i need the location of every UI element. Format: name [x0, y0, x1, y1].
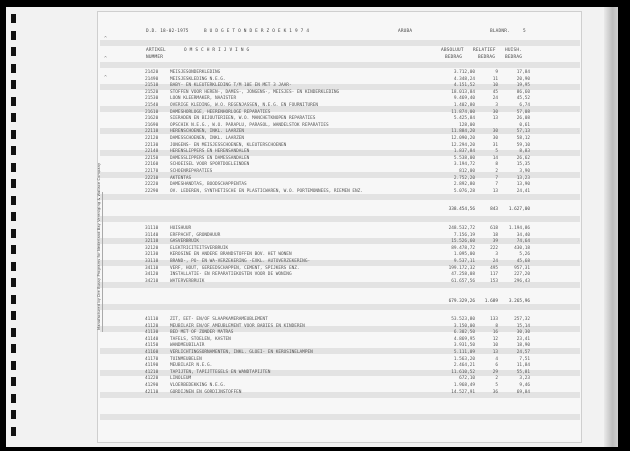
relative-amount: 13	[492, 350, 498, 355]
punch-hole	[11, 113, 16, 122]
description: ERFPACHT, GRONDHUUR	[170, 232, 221, 238]
relative-amount: 618	[490, 226, 498, 231]
article-number: 32130	[145, 252, 159, 258]
relative-amount: 30	[492, 109, 498, 115]
punch-hole	[11, 278, 16, 287]
col-household-header: HUISH.	[505, 48, 523, 53]
absolute-amount: 61.657,56	[451, 278, 475, 284]
paper-stripe	[100, 414, 580, 420]
section-total-row	[145, 299, 530, 305]
description: WANDMEUBILAIR	[170, 343, 205, 349]
punch-hole	[11, 64, 16, 73]
absolute-amount: 6.302,50	[453, 330, 475, 336]
article-number: 41220	[145, 376, 159, 382]
household-amount: 26,62	[516, 155, 530, 161]
household-amount: 86,60	[516, 89, 530, 95]
description: LOON KLEERMAKER, NAAISTER	[170, 96, 237, 102]
article-number: 22120	[145, 136, 159, 141]
household-amount: 23,41	[516, 336, 530, 342]
description: BABY- EN KLEUTERKLEDING T/M 10E EN MET 3 JAAR-	[170, 83, 292, 89]
table-row	[145, 169, 530, 175]
table-row	[145, 343, 530, 349]
table-row	[145, 143, 530, 149]
relative-amount: 14	[492, 155, 498, 161]
absolute-amount: 5.076,28	[453, 188, 475, 194]
punch-hole	[11, 427, 16, 436]
absolute-amount: 128,00	[459, 122, 475, 128]
article-number: 34110	[145, 265, 159, 271]
absolute-amount: 4.151,52	[453, 83, 475, 89]
article-number: 41170	[145, 356, 159, 362]
description: OVERIGE KLEDING, W.O. REGENJASSEN, N.E.G. EN FOURNITUREN	[170, 103, 319, 108]
absolute-amount: 1.095,00	[453, 252, 475, 258]
household-amount: 34,40	[516, 232, 530, 238]
punch-hole	[11, 179, 16, 188]
description: KEROSINE EN ANDERE BRANDSTOFFEN BOV. HET WONEN	[170, 252, 292, 258]
article-number: 22110	[145, 129, 159, 135]
punch-hole	[11, 262, 16, 271]
punch-hole	[11, 212, 16, 221]
table-row	[145, 176, 530, 182]
article-number: 21690	[145, 122, 159, 128]
table-row	[145, 149, 530, 155]
article-number: 33110	[145, 259, 159, 264]
absolute-amount: 1.837,84	[453, 149, 475, 155]
household-amount: 13,90	[516, 182, 530, 188]
margin-mark: ^	[104, 36, 108, 42]
article-number: 22220	[145, 182, 159, 188]
description: TAFELS, STOELEN, KASTEN	[170, 336, 231, 342]
relative-amount: 36	[492, 389, 498, 395]
table-row	[145, 90, 530, 96]
description: AKTENTAS	[170, 175, 192, 181]
article-number: 34120	[145, 272, 159, 278]
absolute-amount: 2.752,20	[453, 175, 475, 181]
household-amount: 57,13	[516, 129, 530, 135]
article-number: 21420	[145, 70, 159, 75]
household-amount: 18,90	[516, 343, 530, 349]
description: SIERADEN EN BIJOUTERIEEN, W.O. MANCHETKNOPEN REPARATIES	[170, 116, 316, 122]
relative-amount: 5	[495, 149, 498, 155]
absolute-amount: 12.090,20	[451, 136, 475, 141]
household-amount: 9,46	[519, 383, 530, 388]
article-number: 32120	[145, 245, 159, 251]
relative-amount: 11	[492, 76, 498, 82]
article-number: 21490	[145, 76, 159, 82]
household-amount: 74,64	[516, 239, 530, 245]
relative-amount: 8	[495, 323, 498, 329]
article-number: 22290	[145, 188, 159, 194]
relative-amount: 3	[495, 103, 498, 108]
article-number: 21530	[145, 96, 159, 102]
description: TAPIJTEN, TAPIJTTEGELS EN WANDTAPIJTEN	[170, 369, 271, 375]
article-number: 41210	[145, 369, 159, 375]
description: MEUBILAIR N.E.G.	[170, 363, 213, 369]
table-row	[145, 266, 530, 272]
punch-hole	[11, 80, 16, 89]
paper-stripe	[100, 194, 580, 200]
total-household: 3.265,96	[508, 299, 530, 304]
table-row	[145, 259, 530, 265]
description: BRAND-, PO- EN WA-VERZEKERING -EXKL. AUTOVERZEKERING-	[170, 259, 311, 264]
table-row	[145, 110, 530, 116]
household-amount: 0,61	[519, 122, 530, 128]
household-amount: 3,90	[519, 169, 530, 174]
article-number: 41160	[145, 350, 159, 355]
absolute-amount: 3.150,00	[453, 323, 475, 329]
household-amount: 20,90	[516, 76, 530, 82]
article-number: 21620	[145, 116, 159, 122]
table-row	[145, 246, 530, 252]
description: VERF, HOUT, GEREEDSCHAPPEN, CEMENT, SPIJKERS ENZ.	[170, 265, 300, 271]
relative-amount: 30	[492, 136, 498, 141]
table-row	[145, 136, 530, 142]
absolute-amount: 812,00	[459, 169, 475, 174]
article-number: 41190	[145, 363, 159, 369]
article-number: 31140	[145, 232, 159, 238]
article-number: 42110	[145, 389, 159, 395]
relative-amount: 6	[495, 363, 498, 369]
article-number: 21540	[145, 103, 159, 108]
absolute-amount: 248.532,72	[448, 226, 475, 231]
household-amount: 30,30	[516, 330, 530, 336]
description: OPSCHIK N.E.G., W.O. PARAPLU, PARASOL, WANDELSTOK REPARATIES	[170, 122, 329, 128]
relative-amount: 5	[495, 383, 498, 388]
household-amount: 5,26	[519, 252, 530, 258]
description: VLOERBEDEKKING N.E.G.	[170, 383, 226, 388]
relative-amount: 2	[495, 376, 498, 382]
relative-amount: 39	[492, 239, 498, 245]
absolute-amount: 3.712,00	[453, 70, 475, 75]
table-row	[145, 272, 530, 278]
household-amount: 257,32	[514, 317, 530, 322]
total-relative: 1.689	[484, 299, 498, 304]
table-row	[145, 162, 530, 168]
punch-holes-strip	[11, 14, 17, 444]
relative-amount: 12	[492, 336, 498, 342]
col-household-header-2: BEDRAG	[505, 55, 523, 60]
table-row	[145, 70, 530, 76]
absolute-amount: 4.348,24	[453, 76, 475, 82]
absolute-amount: 11.874,00	[451, 109, 475, 115]
col-absolute-header: ABSOLUUT	[441, 48, 464, 53]
relative-amount: 13	[492, 188, 498, 194]
household-amount: 45,68	[516, 259, 530, 264]
absolute-amount: 1.402,80	[453, 103, 475, 108]
col-relative-header: RELATIEF	[473, 48, 496, 53]
relative-amount: 222	[490, 245, 498, 251]
absolute-amount: 47.258,08	[451, 272, 475, 278]
household-amount: 19,95	[516, 83, 530, 89]
description: WATERVERBRUIK	[170, 278, 205, 284]
household-amount: 24,41	[516, 188, 530, 194]
description: INSTALLATIE- EN REPARATIEKOSTEN VOOR DE WONING	[170, 272, 292, 278]
relative-amount: 495	[490, 265, 498, 271]
article-number: 21510	[145, 83, 159, 89]
relative-amount: 117	[490, 272, 498, 278]
punch-hole	[11, 295, 16, 304]
table-row	[145, 233, 530, 239]
relative-amount: 8	[495, 162, 498, 168]
total-household: 1.627,00	[508, 207, 530, 212]
article-number: 41120	[145, 323, 159, 329]
punch-hole	[11, 410, 16, 419]
household-amount: 430,18	[514, 245, 530, 251]
total-absolute: 338.454,56	[448, 207, 475, 212]
table-row	[145, 96, 530, 102]
margin-mark: ^	[104, 56, 108, 62]
punch-hole	[11, 146, 16, 155]
table-row	[145, 252, 530, 258]
punch-hole	[11, 361, 16, 370]
table-row	[145, 390, 530, 396]
household-amount: 8,83	[519, 149, 530, 155]
punch-hole	[11, 163, 16, 172]
table-row	[145, 116, 530, 122]
table-row	[145, 317, 530, 323]
description: VERLICHTINGSORNAMENTEN, INKL. GLOEI- EN KEROSINELAMPEN	[170, 350, 313, 355]
absolute-amount: 11.610,52	[451, 369, 475, 375]
description: SCHOENREPARATIES	[170, 169, 213, 174]
table-row	[145, 350, 530, 356]
article-number: 22160	[145, 162, 159, 168]
relative-amount: 153	[490, 278, 498, 284]
relative-amount: 7	[495, 182, 498, 188]
description: MEUBILAIR EN/OF AMEUBLEMENT VOOR BABIES EN KINDEREN	[170, 323, 305, 329]
absolute-amount: 5.538,00	[453, 155, 475, 161]
table-row	[145, 156, 530, 162]
relative-amount: 24	[492, 96, 498, 102]
household-amount: 957,31	[514, 265, 530, 271]
description: ZIT, EET- EN/OF SLAAPKAMERAMEUBLEMENT	[170, 317, 268, 322]
absolute-amount: 2.892,80	[453, 182, 475, 188]
punch-hole	[11, 31, 16, 40]
table-row	[145, 363, 530, 369]
article-number: 21520	[145, 89, 159, 95]
punch-hole	[11, 196, 16, 205]
page-right-edge	[604, 7, 618, 447]
relative-amount: 10	[492, 83, 498, 89]
table-row	[145, 239, 530, 245]
household-amount: 15,35	[516, 162, 530, 168]
region-label: ARUBA	[398, 29, 413, 34]
relative-amount: 16	[492, 330, 498, 336]
table-row	[145, 103, 530, 109]
article-number: 34210	[145, 278, 159, 284]
absolute-amount: 4.869,95	[453, 336, 475, 342]
margin-mark: ^	[104, 75, 108, 81]
relative-amount: 30	[492, 129, 498, 135]
household-amount: 1.194,86	[508, 226, 530, 231]
household-amount: 15,14	[516, 323, 530, 329]
absolute-amount: 1.563,20	[453, 356, 475, 362]
household-amount: 11,84	[516, 363, 530, 369]
total-relative: 843	[490, 207, 498, 212]
description: LINOLEUM	[170, 376, 192, 382]
description: OV. LEDEREN, SYNTHETISCHE EN PLASTICWAREN, W.O. PORTEMONNEES, RIEMEN ENZ.	[170, 188, 363, 194]
col-description-header: O M S C H R I J V I N G	[184, 48, 250, 53]
relative-amount: 10	[492, 343, 498, 349]
punch-hole	[11, 377, 16, 386]
article-number: 22130	[145, 142, 159, 148]
punch-hole	[11, 47, 16, 56]
margin-credit-text: Manufactured by Dre Bussy Programs for Nederland Bay Vereniging & Wallace Company	[97, 162, 101, 330]
table-row	[145, 123, 530, 129]
page-label: BLADNR.	[490, 29, 510, 34]
report-title: B U D G E T O N D E R Z O E K 1 9 7 4	[204, 29, 310, 34]
punch-hole	[11, 130, 16, 139]
table-row	[145, 279, 530, 285]
margin-line	[102, 192, 103, 332]
article-number: 31110	[145, 226, 159, 231]
absolute-amount: 1.968,49	[453, 383, 475, 388]
absolute-amount: 9.469,40	[453, 96, 475, 102]
punch-hole	[11, 14, 16, 23]
article-number: 41110	[145, 317, 159, 322]
table-row	[145, 226, 530, 232]
description: GASVERBRUIK	[170, 239, 200, 245]
absolute-amount: 672,10	[459, 376, 475, 382]
absolute-amount: 199.172,32	[448, 265, 475, 271]
total-absolute: 679.329,26	[448, 299, 475, 304]
article-number: 41290	[145, 383, 159, 388]
household-amount: 7,51	[519, 356, 530, 362]
description: HERENSLIPPERS EN HERENSANDALEN	[170, 149, 250, 155]
absolute-amount: 15.526,60	[451, 239, 475, 245]
paper-stripe	[100, 216, 580, 222]
description: DAMESHANDTAS, BOODSCHAPPENTAS	[170, 182, 247, 188]
relative-amount: 9	[495, 70, 498, 75]
description: DAMESSCHOENEN, INKL. LAARZEN	[170, 136, 245, 141]
article-number: 32110	[145, 239, 159, 245]
table-row	[145, 83, 530, 89]
punch-hole	[11, 394, 16, 403]
table-row	[145, 376, 530, 382]
relative-amount: 31	[492, 142, 498, 148]
relative-amount: 133	[490, 317, 498, 322]
absolute-amount: 3.194,72	[453, 162, 475, 168]
household-amount: 69,84	[516, 389, 530, 395]
household-amount: 45,52	[516, 96, 530, 102]
relative-amount: 29	[492, 369, 498, 375]
punch-hole	[11, 311, 16, 320]
col-article-header-2: NUMMER	[146, 55, 164, 60]
article-number: 21610	[145, 109, 159, 115]
absolute-amount: 89.478,72	[451, 245, 475, 251]
col-absolute-header-2: BEDRAG	[445, 55, 463, 60]
household-amount: 26,08	[516, 116, 530, 122]
household-amount: 58,12	[516, 136, 530, 141]
punch-hole	[11, 97, 16, 106]
absolute-amount: 5.111,09	[453, 350, 475, 355]
description: BED MET OF ZONDER MATRAS	[170, 330, 234, 336]
description: SCHOEISEL VOOR SPORTDOELEINDEN	[170, 162, 250, 168]
household-amount: 17,84	[516, 70, 530, 75]
table-row	[145, 337, 530, 343]
description: HERENSCHOENEN, INKL. LAARZEN	[170, 129, 245, 135]
article-number: 22140	[145, 149, 159, 155]
household-amount: 13,23	[516, 175, 530, 181]
article-number: 22210	[145, 175, 159, 181]
section-total-row	[145, 207, 530, 213]
absolute-amount: 11.884,20	[451, 129, 475, 135]
page-number: 5	[523, 29, 526, 34]
description: MEISJESKLEDING N.E.G.	[170, 76, 226, 82]
col-article-header: ARTIKEL	[146, 48, 166, 53]
article-number: 22170	[145, 169, 159, 174]
description: DAMESSLIPPERS EN DAMESSANDALEN	[170, 155, 250, 161]
table-row	[145, 189, 530, 195]
relative-amount: 45	[492, 89, 498, 95]
punch-hole	[11, 328, 16, 337]
article-number: 41150	[145, 343, 159, 349]
description: GORDIJNEN EN GORDIJNSTOFFEN	[170, 389, 242, 395]
article-number: 41140	[145, 336, 159, 342]
description: ELEKTRICITEITSVERBRUIK	[170, 245, 229, 251]
paper-stripe	[100, 62, 580, 68]
relative-amount: 18	[492, 232, 498, 238]
relative-amount: 4	[495, 356, 498, 362]
description: HUISHUUR	[170, 226, 192, 231]
household-amount: 57,08	[516, 109, 530, 115]
paper-stripe	[100, 40, 580, 46]
table-row	[145, 129, 530, 135]
description: MEISJESONDERKLEDING	[170, 70, 221, 75]
table-row	[145, 370, 530, 376]
punch-hole	[11, 229, 16, 238]
household-amount: 6,74	[519, 103, 530, 108]
relative-amount: 3	[495, 252, 498, 258]
table-row	[145, 330, 530, 336]
article-number: 22150	[145, 155, 159, 161]
absolute-amount: 9.537,11	[453, 259, 475, 264]
absolute-amount: 12.294,20	[451, 142, 475, 148]
punch-hole	[11, 344, 16, 353]
household-amount: 227,20	[514, 272, 530, 278]
absolute-amount: 5.425,84	[453, 116, 475, 122]
table-row	[145, 383, 530, 389]
absolute-amount: 14.527,91	[451, 389, 475, 395]
col-relative-header-2: BEDRAG	[478, 55, 496, 60]
relative-amount: 13	[492, 116, 498, 122]
relative-amount: 2	[495, 169, 498, 174]
household-amount: 59,10	[516, 142, 530, 148]
table-row	[145, 357, 530, 363]
description: TUINMEUBELEN	[170, 356, 202, 362]
description: JONGENS- EN MEISJESSCHOENEN, KLEUTERSCHOENEN	[170, 142, 287, 148]
relative-amount: 7	[495, 175, 498, 181]
household-amount: 55,81	[516, 369, 530, 375]
punch-hole	[11, 245, 16, 254]
absolute-amount: 7.156,19	[453, 232, 475, 238]
table-row	[145, 77, 530, 83]
description: DAMESHORLOGE, HEERENHORLOGE REPARATIES	[170, 109, 271, 115]
description: STOFFEN VOOR HEREN-, DAMES-, JONGENS-, MEISJES- EN KINDERKLEDING	[170, 89, 340, 95]
absolute-amount: 3.931,50	[453, 343, 475, 349]
print-date: D.D. 18-02-1975	[146, 29, 189, 34]
household-amount: 24,57	[516, 350, 530, 355]
table-row	[145, 324, 530, 330]
absolute-amount: 2.464,21	[453, 363, 475, 369]
absolute-amount: 18.013,84	[451, 89, 475, 95]
absolute-amount: 53.523,80	[451, 317, 475, 322]
article-number: 41130	[145, 330, 159, 336]
relative-amount: 24	[492, 259, 498, 264]
household-amount: 296,43	[514, 278, 530, 284]
table-row	[145, 182, 530, 188]
household-amount: 3,23	[519, 376, 530, 382]
